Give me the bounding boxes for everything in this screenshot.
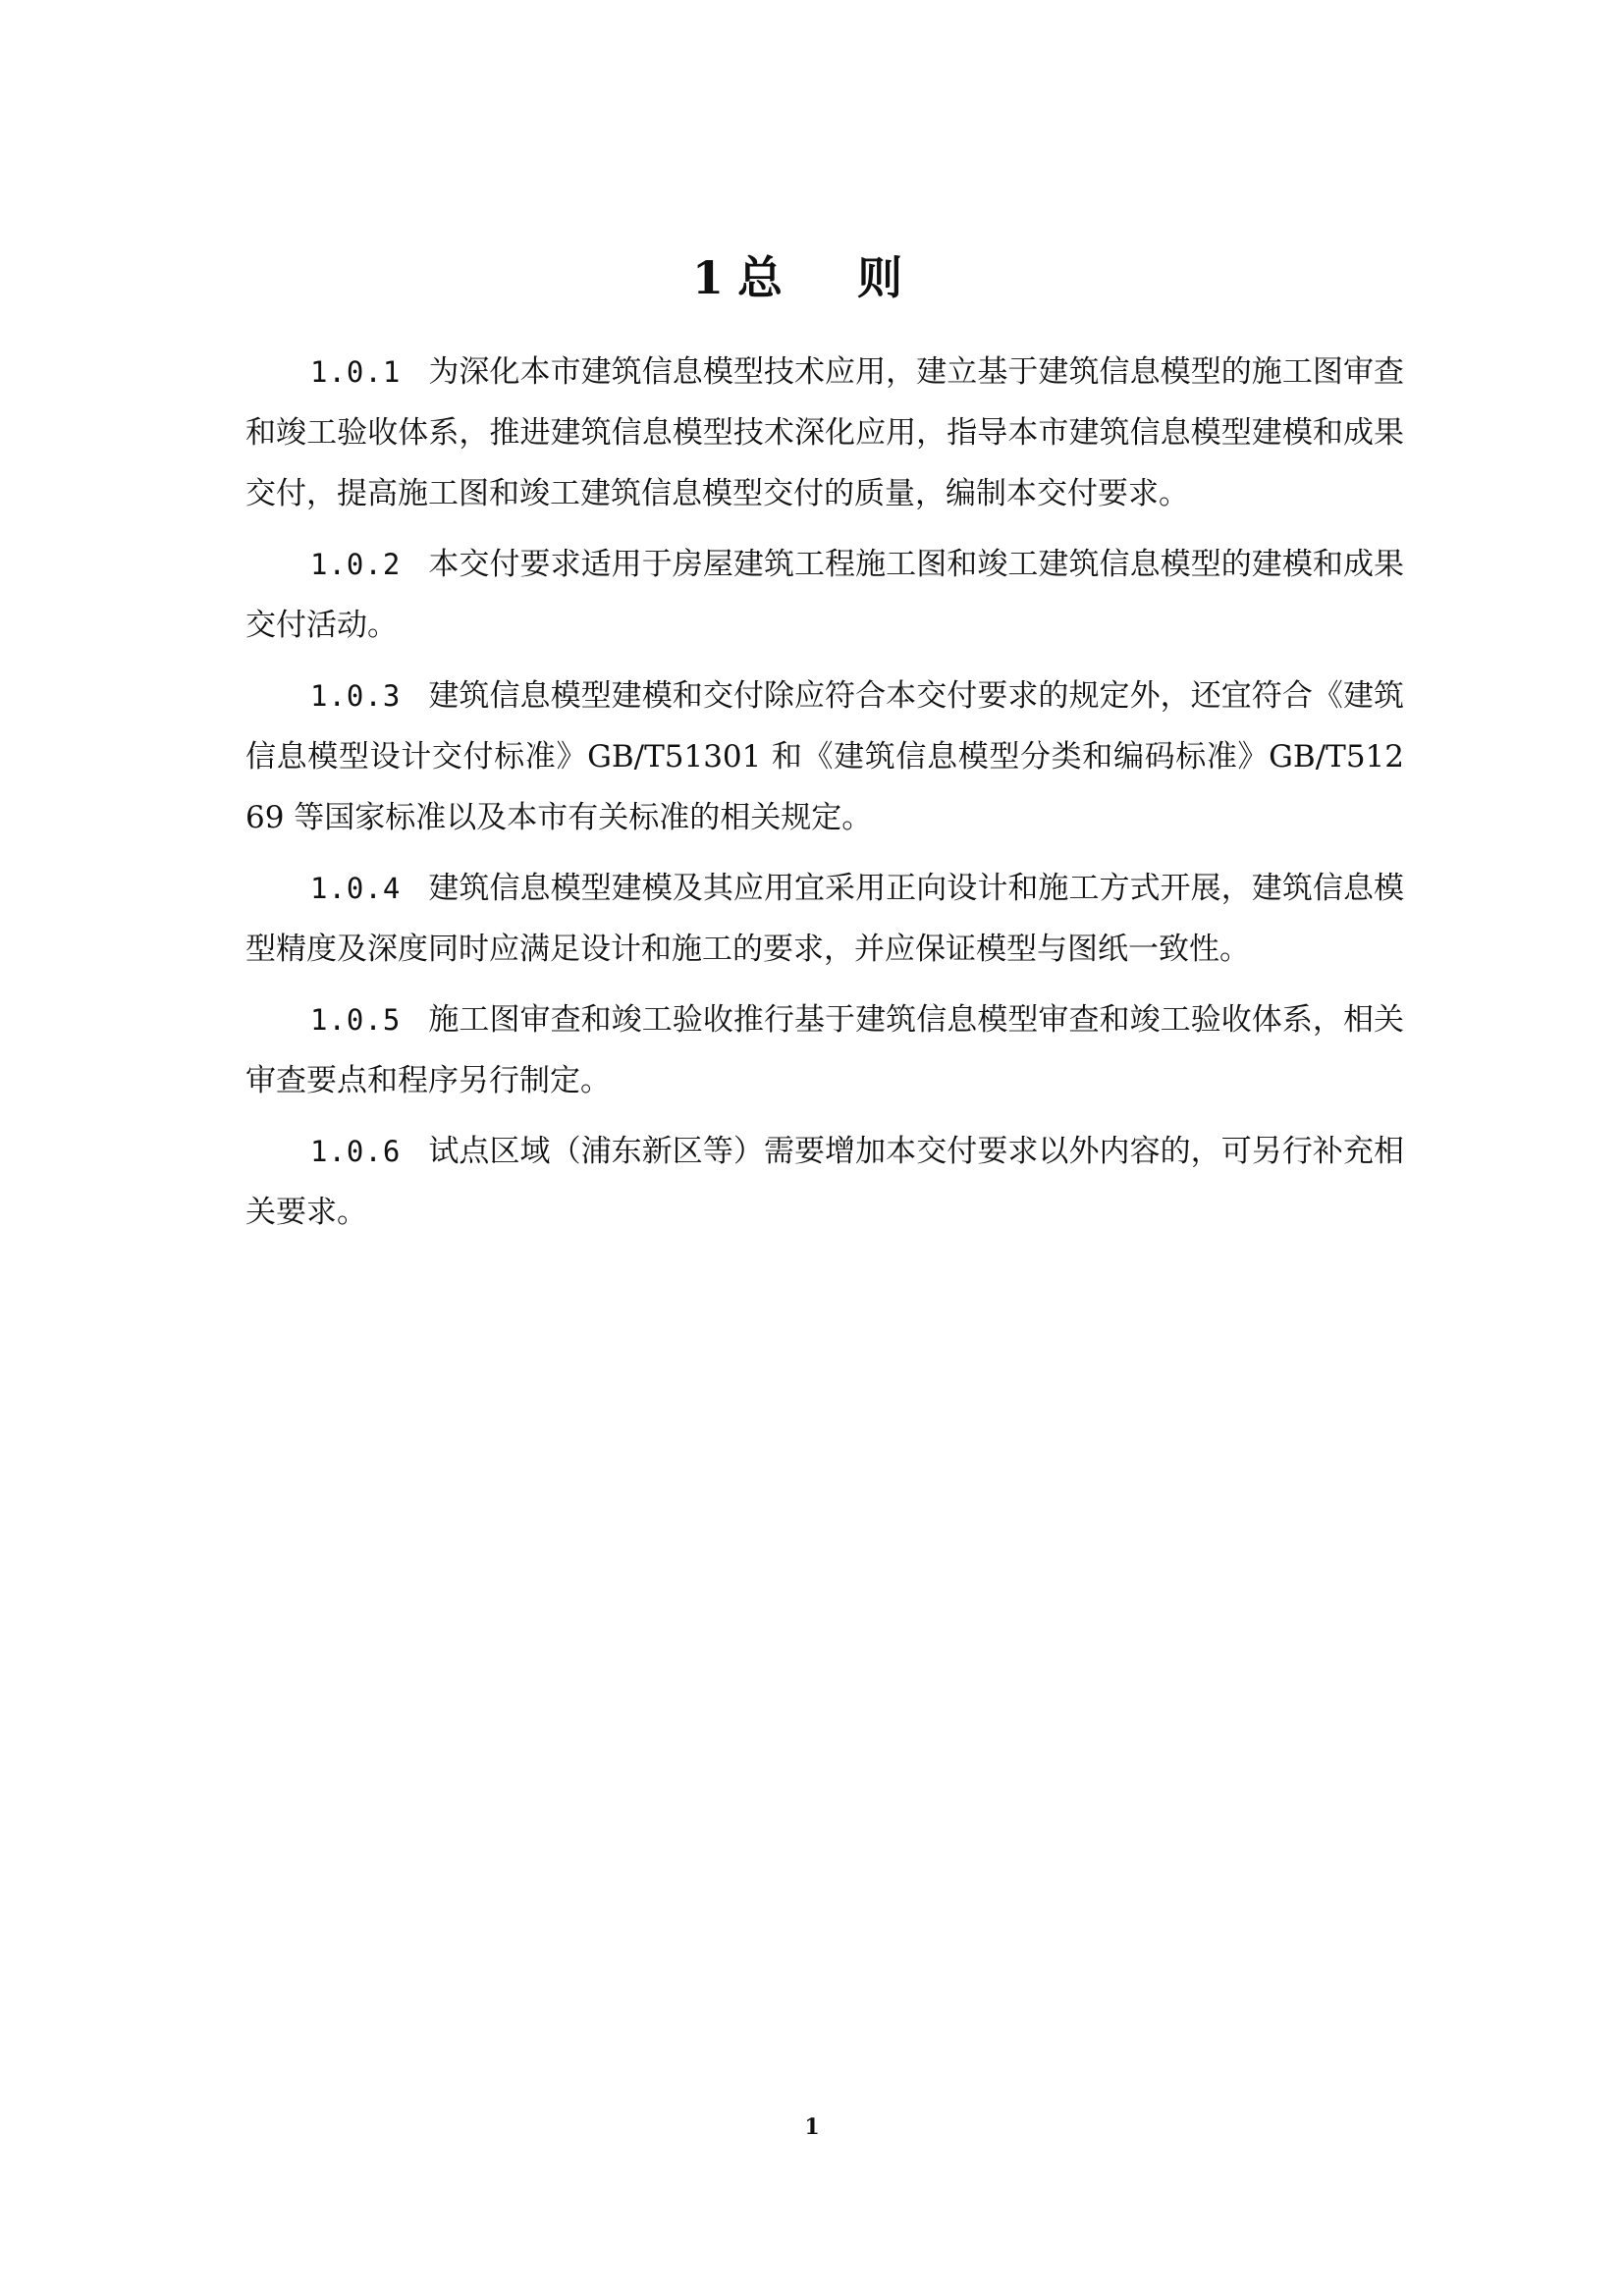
page-number: 1 <box>804 2114 820 2140</box>
chapter-title: 总 则 <box>737 251 933 304</box>
clause-text: 建筑信息模型建模及其应用宜采用正向设计和施工方式开展，建筑信息模型精度及深度同时应满足设计和施工的要求，并应保证模型与图纸一致性。 <box>245 871 1404 967</box>
clause-1-0-1 <box>245 342 1404 524</box>
clause-number: 1.0.5 <box>310 1003 402 1037</box>
clause-number: 1.0.4 <box>310 872 402 905</box>
clause-number: 1.0.1 <box>310 355 402 389</box>
clause-text: 建筑信息模型建模和交付除应符合本交付要求的规定外，还宜符合《建筑信息模型设计交付标准》GB/T51301 和《建筑信息模型分类和编码标准》GB/T51269 等国家标准以及本市有关标准的相关规定。 <box>245 678 1404 835</box>
page-title <box>0 243 1624 312</box>
clause-number: 1.0.3 <box>310 679 402 713</box>
clause-number: 1.0.6 <box>310 1135 402 1168</box>
clause-list <box>245 342 1404 1253</box>
clause-1-0-2 <box>245 534 1404 656</box>
clause-1-0-3 <box>245 666 1404 848</box>
clause-1-0-6 <box>245 1121 1404 1243</box>
clause-number: 1.0.2 <box>310 548 402 581</box>
clause-1-0-5 <box>245 989 1404 1111</box>
clause-text: 本交付要求适用于房屋建筑工程施工图和竣工建筑信息模型的建模和成果交付活动。 <box>245 547 1404 643</box>
clause-1-0-4 <box>245 858 1404 980</box>
chapter-number: 1 <box>691 251 728 304</box>
clause-text: 施工图审查和竣工验收推行基于建筑信息模型审查和竣工验收体系，相关审查要点和程序另行制定。 <box>245 1002 1404 1098</box>
clause-text: 试点区域（浦东新区等）需要增加本交付要求以外内容的，可另行补充相关要求。 <box>245 1134 1404 1230</box>
clause-text: 为深化本市建筑信息模型技术应用，建立基于建筑信息模型的施工图审查和竣工验收体系，推进建筑信息模型技术深化应用，指导本市建筑信息模型建模和成果交付，提高施工图和竣工建筑信息模型交付的质量，编制本交付要求。 <box>245 354 1404 511</box>
